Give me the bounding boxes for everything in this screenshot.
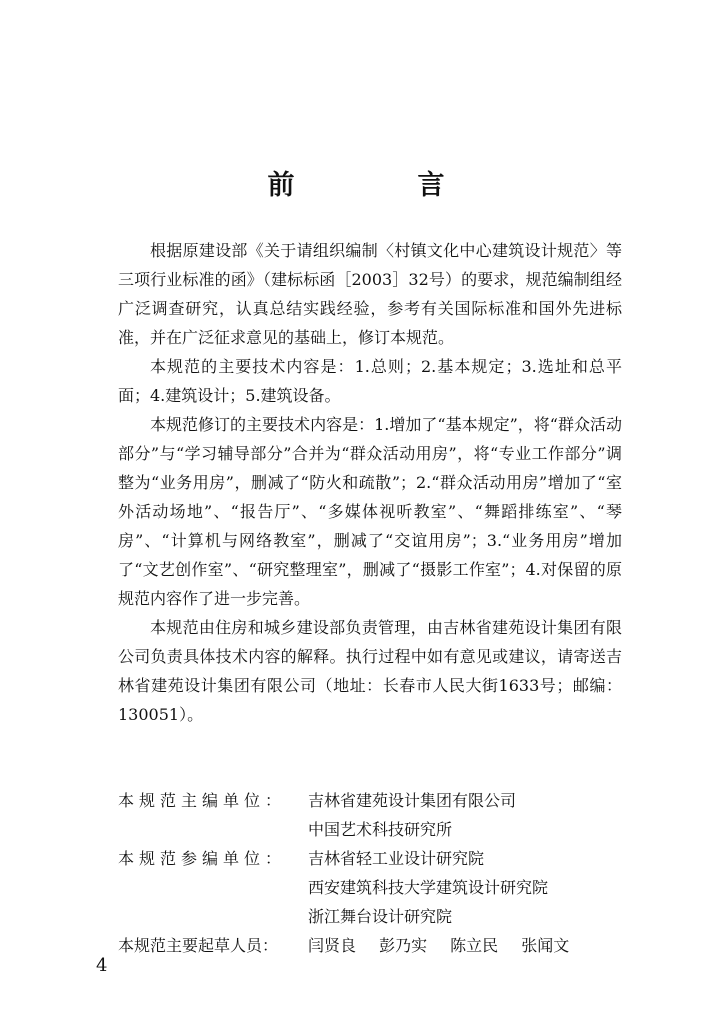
- document-body: [118, 236, 622, 729]
- paragraph-revision-content: 本规范修订的主要技术内容是：1.增加了“基本规定”，将“群众活动部分”与“学习辅导部分”合并为“群众活动用房”，将“专业工作部分”调整为“业务用房”，删减了“防火和疏散”；2.“群众活动用房”增加了“室外活动场地”、“报告厅”、“多媒体视听教室”、“舞蹈排练室”、“琴房”、“计算机与网络教室”，删减了“交谊用房”；3.“业务用房”增加了“文艺创作室”、“研究整理室”，删减了“摄影工作室”；4.对保留的原规范内容作了进一步完善。: [118, 415, 622, 608]
- co-editor-2: 西安建筑科技大学建筑设计研究院: [308, 878, 549, 897]
- co-editor-3: 浙江舞台设计研究院: [308, 907, 453, 926]
- co-editor-1: 吉林省轻工业设计研究院: [308, 849, 485, 868]
- chief-editor-row: [118, 786, 638, 844]
- chief-editor-1: 吉林省建苑设计集团有限公司: [308, 791, 517, 810]
- chief-editor-values: [308, 786, 638, 844]
- page-title: 前 言: [267, 170, 493, 201]
- co-editor-label: 本规范参编单位：: [118, 849, 287, 868]
- page-number: 4: [96, 955, 108, 976]
- drafters-values: 闫贤良 彭乃实 陈立民 张闻文: [308, 936, 570, 955]
- chief-editor-label: 本规范主编单位：: [118, 791, 287, 810]
- paragraph-background: 根据原建设部《关于请组织编制〈村镇文化中心建筑设计规范〉等三项行业标准的函》（建标标函［2003］32号）的要求，规范编制组经广泛调查研究，认真总结实践经验，参考有关国际标准和国外先进标准，并在广泛征求意见的基础上，修订本规范。: [118, 241, 622, 347]
- drafters-label: 本规范主要起草人员：: [118, 936, 279, 955]
- paragraph-main-content: 本规范的主要技术内容是：1.总则；2.基本规定；3.选址和总平面；4.建筑设计；5.建筑设备。: [118, 357, 622, 405]
- co-editor-row: [118, 844, 638, 931]
- chief-editor-2: 中国艺术科技研究所: [308, 820, 453, 839]
- drafters-row: [118, 931, 638, 960]
- paragraph-management: 本规范由住房和城乡建设部负责管理，由吉林省建苑设计集团有限公司负责具体技术内容的解释。执行过程中如有意见或建议，请寄送吉林省建苑设计集团有限公司（地址：长春市人民大街1633号；邮编：130051）。: [118, 618, 622, 724]
- co-editor-values: [308, 844, 638, 931]
- editor-list: [118, 786, 638, 960]
